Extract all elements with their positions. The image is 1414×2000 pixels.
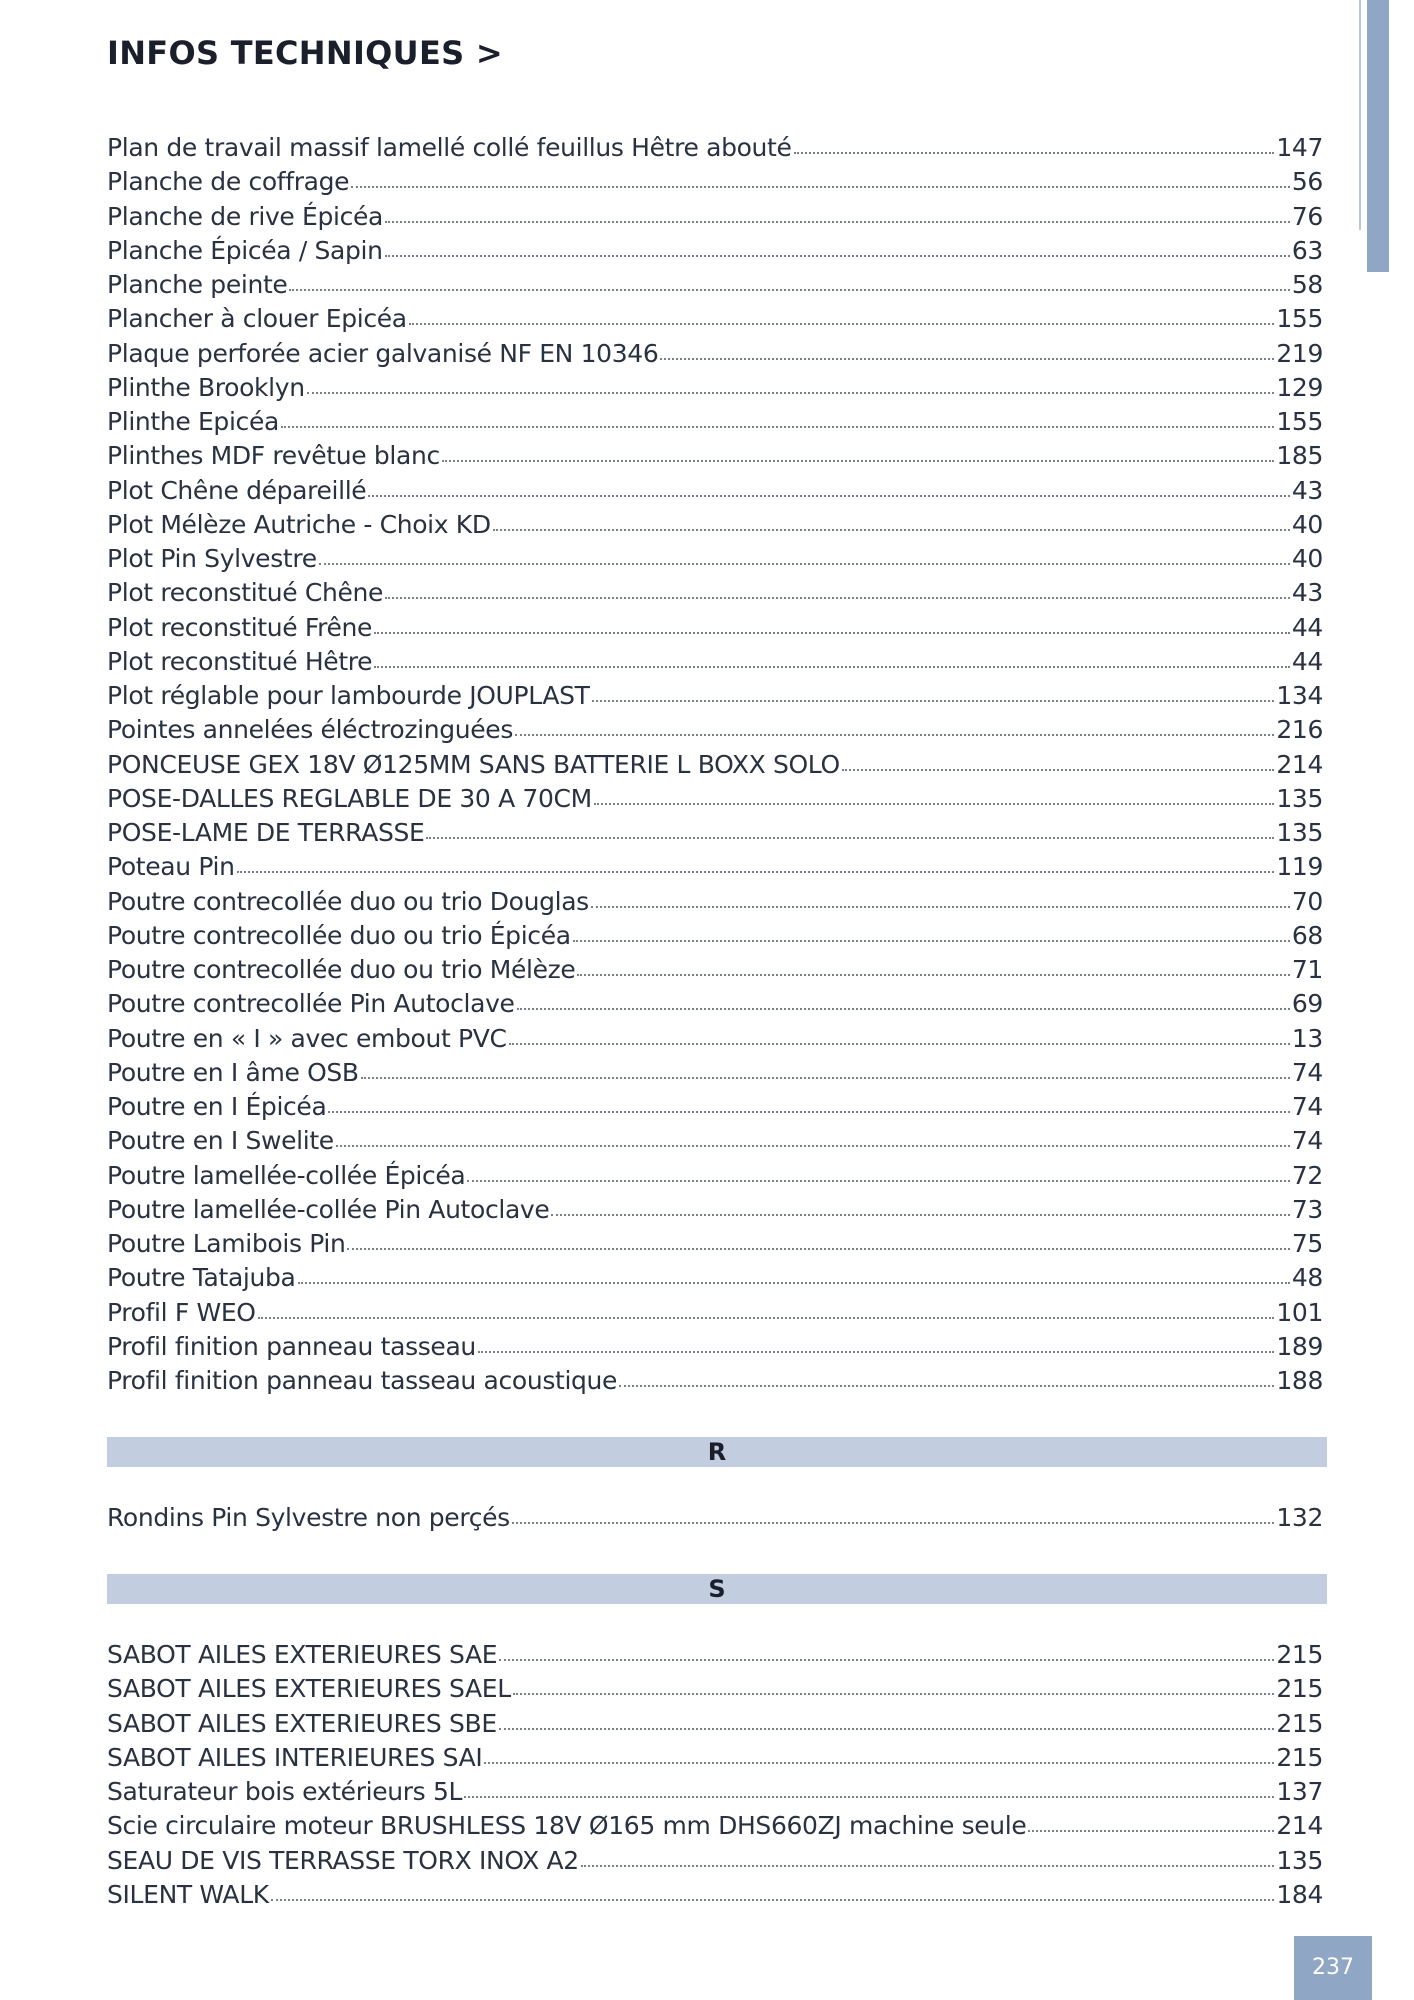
index-list-p bbox=[107, 133, 1323, 1400]
entry-label: Plot reconstitué Hêtre bbox=[107, 646, 373, 676]
entry-page-number: 76 bbox=[1291, 201, 1323, 231]
index-entry bbox=[107, 133, 1323, 167]
index-entry bbox=[107, 236, 1323, 270]
index-list-r bbox=[107, 1503, 1323, 1537]
page-number: 237 bbox=[1294, 1936, 1372, 2000]
index-entry bbox=[107, 510, 1323, 544]
entry-label: SILENT WALK bbox=[107, 1879, 269, 1909]
index-entry bbox=[107, 955, 1323, 989]
entry-page-number: 184 bbox=[1276, 1879, 1323, 1909]
dot-leader bbox=[442, 459, 1274, 462]
entry-page-number: 69 bbox=[1291, 989, 1323, 1019]
entry-page-number: 43 bbox=[1291, 578, 1323, 608]
entry-label: SABOT AILES EXTERIEURES SAE bbox=[107, 1640, 498, 1669]
entry-page-number: 44 bbox=[1291, 646, 1323, 676]
dot-leader bbox=[258, 1316, 1275, 1319]
entry-page-number: 63 bbox=[1291, 235, 1323, 265]
index-entry bbox=[107, 407, 1323, 441]
index-entry bbox=[107, 818, 1323, 852]
dot-leader bbox=[512, 1521, 1275, 1524]
index-entry bbox=[107, 1880, 1323, 1914]
dot-leader bbox=[509, 1042, 1290, 1045]
dot-leader bbox=[426, 836, 1274, 839]
index-entry bbox=[107, 1126, 1323, 1160]
entry-label: Pointes annelées éléctrozinguées bbox=[107, 715, 513, 745]
dot-leader bbox=[347, 1247, 1289, 1250]
index-entry bbox=[107, 476, 1323, 510]
entry-label: Poutre Tatajuba bbox=[107, 1263, 296, 1293]
index-entry bbox=[107, 1846, 1323, 1880]
dot-leader bbox=[361, 1076, 1290, 1079]
index-entry bbox=[107, 750, 1323, 784]
entry-label: Plot réglable pour lambourde JOUPLAST bbox=[107, 681, 590, 710]
entry-page-number: 134 bbox=[1276, 681, 1323, 710]
entry-page-number: 135 bbox=[1276, 783, 1323, 813]
entry-label: Plinthe Brooklyn bbox=[107, 372, 305, 402]
index-entry bbox=[107, 1058, 1323, 1092]
entry-label: PONCEUSE GEX 18V Ø125MM SANS BATTERIE L BOXX SOLO bbox=[107, 749, 840, 779]
entry-page-number: 119 bbox=[1276, 852, 1323, 882]
entry-page-number: 155 bbox=[1276, 304, 1323, 334]
entry-page-number: 74 bbox=[1291, 1092, 1323, 1121]
entry-label: POSE-LAME DE TERRASSE bbox=[107, 818, 425, 847]
entry-label: Poutre Lamibois Pin bbox=[107, 1229, 346, 1258]
entry-page-number: 70 bbox=[1291, 886, 1323, 916]
index-entry bbox=[107, 1674, 1323, 1708]
dot-leader bbox=[592, 699, 1275, 702]
index-entry bbox=[107, 613, 1323, 647]
entry-page-number: 216 bbox=[1276, 715, 1323, 745]
dot-leader bbox=[515, 733, 1274, 736]
entry-page-number: 215 bbox=[1276, 1674, 1323, 1704]
entry-page-number: 189 bbox=[1276, 1331, 1323, 1361]
entry-label: Poutre lamellée-collée Épicéa bbox=[107, 1160, 466, 1190]
dot-leader bbox=[368, 494, 1290, 497]
entry-page-number: 40 bbox=[1291, 509, 1323, 539]
dot-leader bbox=[484, 1761, 1274, 1764]
index-entry bbox=[107, 1161, 1323, 1195]
entry-label: Profil F WEO bbox=[107, 1297, 256, 1327]
dot-leader bbox=[385, 220, 1290, 223]
index-entry bbox=[107, 202, 1323, 236]
dot-leader bbox=[298, 1281, 1290, 1284]
index-entry bbox=[107, 1263, 1323, 1297]
entry-label: Poteau Pin bbox=[107, 852, 235, 882]
entry-label: Plaque perforée acier galvanisé NF EN 10346 bbox=[107, 338, 659, 368]
index-entry bbox=[107, 715, 1323, 749]
dot-leader bbox=[374, 631, 1290, 634]
entry-page-number: 13 bbox=[1291, 1023, 1323, 1053]
index-entry bbox=[107, 1743, 1323, 1777]
entry-label: Plancher à clouer Epicéa bbox=[107, 304, 407, 334]
entry-label: Planche de coffrage bbox=[107, 167, 350, 197]
dot-leader bbox=[289, 288, 1289, 291]
dot-leader bbox=[409, 322, 1275, 325]
entry-label: Plinthes MDF revêtue blanc bbox=[107, 441, 440, 471]
dot-leader bbox=[328, 1110, 1289, 1113]
dot-leader bbox=[271, 1898, 1275, 1901]
entry-page-number: 135 bbox=[1276, 818, 1323, 847]
dot-leader bbox=[577, 973, 1289, 976]
index-entry bbox=[107, 1640, 1323, 1674]
entry-label: Plot reconstitué Chêne bbox=[107, 578, 384, 608]
entry-label: Poutre en « I » avec embout PVC bbox=[107, 1023, 507, 1053]
index-entry bbox=[107, 1709, 1323, 1743]
dot-leader bbox=[1028, 1829, 1274, 1832]
entry-page-number: 129 bbox=[1276, 372, 1323, 402]
index-entry bbox=[107, 1811, 1323, 1845]
index-entry bbox=[107, 373, 1323, 407]
entry-page-number: 58 bbox=[1291, 270, 1323, 299]
entry-label: Poutre contrecollée duo ou trio Mélèze bbox=[107, 955, 576, 984]
dot-leader bbox=[467, 1179, 1289, 1182]
index-entry bbox=[107, 1332, 1323, 1366]
dot-leader bbox=[660, 357, 1274, 360]
entry-label: Poutre en I Épicéa bbox=[107, 1092, 327, 1121]
index-entry bbox=[107, 784, 1323, 818]
entry-label: Plinthe Epicéa bbox=[107, 407, 279, 436]
entry-label: Profil finition panneau tasseau acoustique bbox=[107, 1366, 618, 1395]
entry-page-number: 137 bbox=[1276, 1777, 1323, 1806]
entry-page-number: 68 bbox=[1291, 920, 1323, 950]
entry-label: Plan de travail massif lamellé collé feuillus Hêtre abouté bbox=[107, 133, 792, 162]
entry-page-number: 74 bbox=[1291, 1126, 1323, 1156]
index-entry bbox=[107, 1366, 1323, 1400]
section-header-s: S bbox=[107, 1574, 1327, 1604]
dot-leader bbox=[307, 391, 1275, 394]
index-entry bbox=[107, 544, 1323, 578]
entry-page-number: 74 bbox=[1291, 1057, 1323, 1087]
entry-label: Scie circulaire moteur BRUSHLESS 18V Ø165 mm DHS660ZJ machine seule bbox=[107, 1811, 1027, 1841]
dot-leader bbox=[499, 1727, 1275, 1730]
dot-leader bbox=[581, 1864, 1275, 1867]
dot-leader bbox=[237, 870, 1275, 873]
entry-page-number: 101 bbox=[1276, 1297, 1323, 1327]
index-entry bbox=[107, 339, 1323, 373]
entry-page-number: 215 bbox=[1276, 1640, 1323, 1669]
dot-leader bbox=[385, 596, 1290, 599]
dot-leader bbox=[385, 254, 1290, 257]
side-accent-line bbox=[1359, 0, 1361, 230]
entry-label: Poutre lamellée-collée Pin Autoclave bbox=[107, 1194, 550, 1224]
index-entry bbox=[107, 1777, 1323, 1811]
dot-leader bbox=[513, 1692, 1275, 1695]
entry-page-number: 215 bbox=[1276, 1708, 1323, 1738]
entry-label: SABOT AILES EXTERIEURES SAEL bbox=[107, 1674, 511, 1704]
entry-page-number: 56 bbox=[1291, 167, 1323, 197]
entry-page-number: 72 bbox=[1291, 1160, 1323, 1190]
entry-page-number: 71 bbox=[1291, 955, 1323, 984]
entry-label: Rondins Pin Sylvestre non perçés bbox=[107, 1503, 510, 1532]
entry-page-number: 75 bbox=[1291, 1229, 1323, 1258]
index-entry bbox=[107, 578, 1323, 612]
dot-leader bbox=[374, 665, 1290, 668]
entry-label: Plot Chêne dépareillé bbox=[107, 475, 367, 505]
entry-page-number: 219 bbox=[1276, 338, 1323, 368]
index-list-s bbox=[107, 1640, 1323, 1914]
entry-label: Plot Pin Sylvestre bbox=[107, 544, 317, 573]
entry-page-number: 214 bbox=[1276, 749, 1323, 779]
entry-label: Planche de rive Épicéa bbox=[107, 201, 384, 231]
entry-label: Plot reconstitué Frêne bbox=[107, 612, 373, 642]
dot-leader bbox=[351, 185, 1290, 188]
entry-label: Plot Mélèze Autriche - Choix KD bbox=[107, 509, 491, 539]
dot-leader bbox=[594, 802, 1274, 805]
entry-page-number: 147 bbox=[1276, 133, 1323, 162]
entry-page-number: 185 bbox=[1276, 441, 1323, 471]
dot-leader bbox=[336, 1144, 1290, 1147]
entry-label: Poutre contrecollée duo ou trio Douglas bbox=[107, 886, 589, 916]
index-entry bbox=[107, 441, 1323, 475]
entry-label: Poutre contrecollée duo ou trio Épicéa bbox=[107, 920, 571, 950]
entry-label: Poutre en I âme OSB bbox=[107, 1057, 359, 1087]
index-entry bbox=[107, 921, 1323, 955]
dot-leader bbox=[551, 1213, 1289, 1216]
entry-label: Poutre en I Swelite bbox=[107, 1126, 334, 1156]
dot-leader bbox=[591, 905, 1290, 908]
index-entry bbox=[107, 1229, 1323, 1263]
entry-label: Profil finition panneau tasseau bbox=[107, 1331, 476, 1361]
dot-leader bbox=[464, 1795, 1274, 1798]
entry-page-number: 215 bbox=[1276, 1742, 1323, 1772]
index-entry bbox=[107, 1024, 1323, 1058]
dot-leader bbox=[517, 1007, 1290, 1010]
index-entry bbox=[107, 1195, 1323, 1229]
entry-page-number: 132 bbox=[1276, 1503, 1323, 1532]
entry-page-number: 135 bbox=[1276, 1845, 1323, 1875]
index-entry bbox=[107, 989, 1323, 1023]
index-entry bbox=[107, 167, 1323, 201]
entry-page-number: 188 bbox=[1276, 1366, 1323, 1395]
dot-leader bbox=[573, 939, 1290, 942]
entry-label: SEAU DE VIS TERRASSE TORX INOX A2 bbox=[107, 1845, 579, 1875]
dot-leader bbox=[842, 768, 1275, 771]
entry-page-number: 40 bbox=[1291, 544, 1323, 573]
entry-label: POSE-DALLES REGLABLE DE 30 A 70CM bbox=[107, 783, 592, 813]
index-entry bbox=[107, 304, 1323, 338]
dot-leader bbox=[478, 1350, 1274, 1353]
page-title: INFOS TECHNIQUES > bbox=[107, 34, 504, 72]
index-entry bbox=[107, 647, 1323, 681]
index-entry bbox=[107, 270, 1323, 304]
entry-label: Planche peinte bbox=[107, 270, 288, 299]
entry-label: SABOT AILES EXTERIEURES SBE bbox=[107, 1708, 497, 1738]
dot-leader bbox=[493, 528, 1290, 531]
dot-leader bbox=[281, 425, 1274, 428]
index-entry bbox=[107, 1503, 1323, 1537]
entry-page-number: 214 bbox=[1276, 1811, 1323, 1841]
index-entry bbox=[107, 1092, 1323, 1126]
section-header-r: R bbox=[107, 1437, 1327, 1467]
entry-page-number: 73 bbox=[1291, 1194, 1323, 1224]
entry-label: Saturateur bois extérieurs 5L bbox=[107, 1777, 463, 1806]
index-entry bbox=[107, 1298, 1323, 1332]
entry-label: Planche Épicéa / Sapin bbox=[107, 235, 383, 265]
index-entry bbox=[107, 681, 1323, 715]
entry-label: SABOT AILES INTERIEURES SAI bbox=[107, 1742, 483, 1772]
entry-label: Poutre contrecollée Pin Autoclave bbox=[107, 989, 515, 1019]
side-accent-bar bbox=[1367, 0, 1389, 272]
dot-leader bbox=[619, 1384, 1274, 1387]
dot-leader bbox=[319, 562, 1290, 565]
dot-leader bbox=[794, 151, 1275, 154]
dot-leader bbox=[499, 1658, 1274, 1661]
entry-page-number: 43 bbox=[1291, 475, 1323, 505]
index-entry bbox=[107, 852, 1323, 886]
entry-page-number: 44 bbox=[1291, 612, 1323, 642]
index-entry bbox=[107, 887, 1323, 921]
entry-page-number: 155 bbox=[1276, 407, 1323, 436]
entry-page-number: 48 bbox=[1291, 1263, 1323, 1293]
